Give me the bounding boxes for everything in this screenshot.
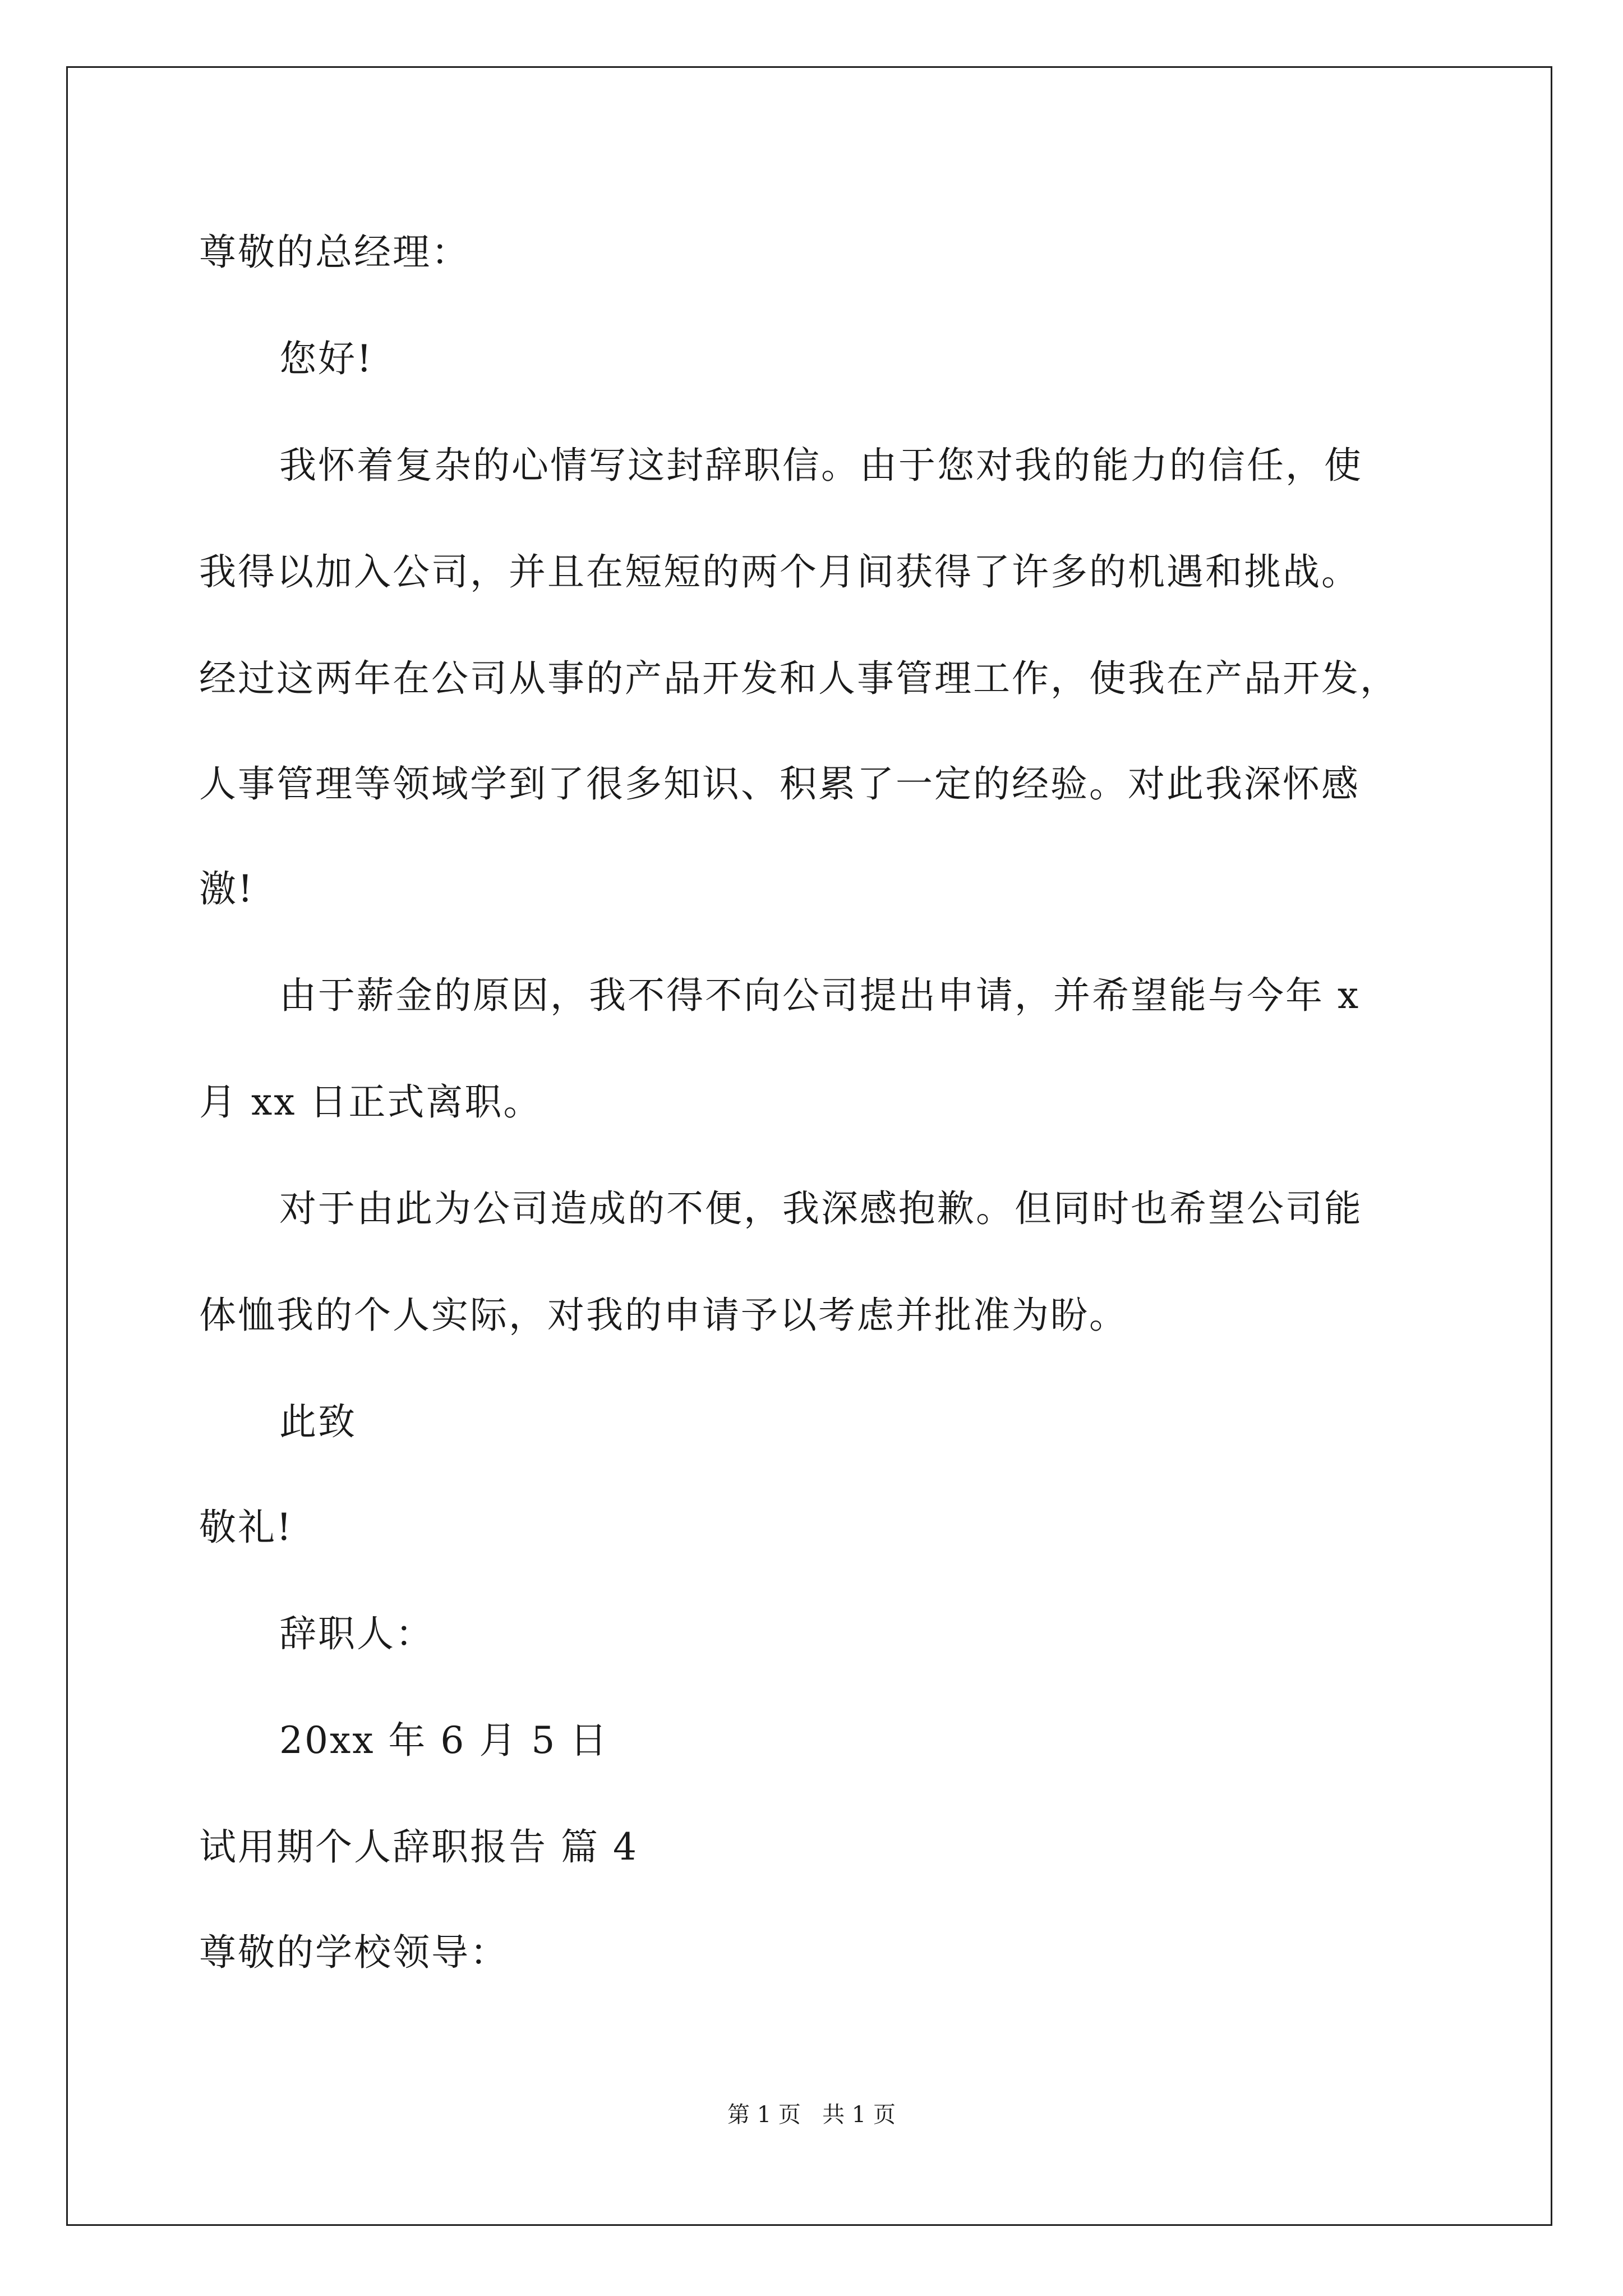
- body-line: 激!: [199, 867, 255, 910]
- closing-salute: 敬礼!: [199, 1506, 293, 1549]
- date-line: 20xx 年 6 月 5 日: [279, 1719, 609, 1762]
- body-line: 我得以加入公司，并且在短短的两个月间获得了许多的机遇和挑战。: [199, 550, 1360, 593]
- body-line: 体恤我的个人实际，对我的申请予以考虑并批准为盼。: [199, 1294, 1128, 1337]
- body-line: 由于薪金的原因，我不得不向公司提出申请，并希望能与今年 x: [279, 974, 1361, 1017]
- body-line: 经过这两年在公司从事的产品开发和人事管理工作，使我在产品开发，: [199, 657, 1399, 700]
- greeting: 您好!: [279, 337, 374, 380]
- body-line: 对于由此为公司造成的不便，我深感抱歉。但同时也希望公司能: [279, 1187, 1363, 1230]
- salutation: 尊敬的学校领导：: [199, 1931, 509, 1974]
- body-line: 我怀着复杂的心情写这封辞职信。由于您对我的能力的信任，使: [279, 444, 1363, 487]
- signature-label: 辞职人：: [279, 1612, 434, 1655]
- page-number-footer: 第 1 页 共 1 页: [727, 2102, 896, 2128]
- section-heading: 试用期个人辞职报告 篇 4: [199, 1825, 638, 1869]
- body-line: 月 xx 日正式离职。: [199, 1080, 542, 1124]
- closing-line: 此致: [279, 1400, 357, 1443]
- salutation: 尊敬的总经理：: [199, 231, 470, 274]
- page-border: [66, 66, 1552, 2226]
- body-line: 人事管理等领域学到了很多知识、积累了一定的经验。对此我深怀感: [199, 762, 1360, 806]
